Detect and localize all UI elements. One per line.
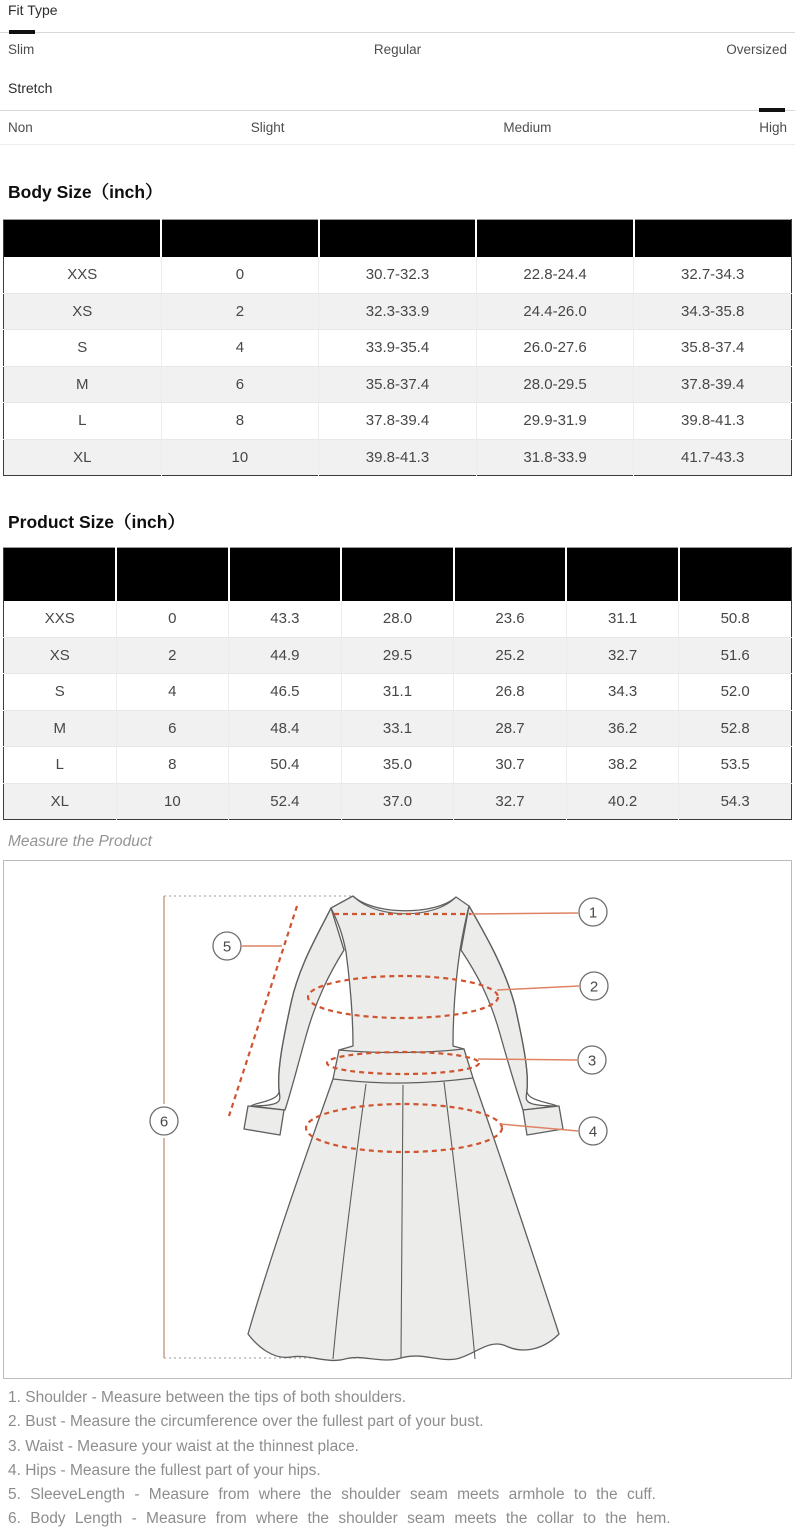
table-cell: 50.4 [229,747,342,784]
table-cell: 22.8-24.4 [476,257,634,294]
measure-note: 5. SleeveLength - Measure from where the shoulder seam meets armhole to the cuff. [8,1486,656,1504]
table-cell: 6 [161,366,319,403]
measure-note: 6. Body Length - Measure from where the shoulder seam meets the collar to the hem. [8,1510,671,1528]
table-cell: XL [50,792,69,810]
table-cell: 26.8 [454,674,567,711]
measure-notes-list [0,1386,795,1532]
table-row [4,403,792,440]
body-size-table [3,219,792,476]
callout-3-number: 3 [587,1052,597,1070]
fit-type-track [0,32,795,33]
callout-6 [150,1107,178,1135]
header-cell [454,548,567,601]
table-cell: 35.8-37.4 [319,366,477,403]
dress-measurement-illustration [3,860,794,1381]
stretch-option-medium: Medium [503,120,552,135]
table-row [4,293,792,330]
table-cell: 0 [161,257,319,294]
dress-body [248,896,559,1360]
table-cell: XXS [4,257,162,294]
table-cell: 0 [116,601,229,638]
table-cell: S [4,674,117,711]
table-cell: 41.7-43.3 [634,439,792,476]
left-cuff [244,1106,284,1135]
table-row [4,366,792,403]
table-cell: 52.4 [229,783,342,820]
table-cell: 51.6 [679,637,792,674]
table-cell: 36.2 [566,710,679,747]
leader-3 [478,1059,577,1060]
stretch-option-non: Non [8,120,33,135]
fit-type-section [0,0,795,145]
measure-note: 4. Hips - Measure the fullest part of your hips. [8,1461,321,1479]
header-cell [161,220,319,257]
table-cell: 40.2 [566,783,679,820]
leader-1 [471,913,578,914]
table-row [4,601,792,638]
divider [0,144,795,145]
table-cell: 4 [161,330,319,367]
callout-3 [578,1046,606,1074]
left-sleeve [251,908,344,1110]
header-cell [229,548,342,601]
callout-4-number: 4 [588,1123,598,1141]
header-cell [634,220,792,257]
table-cell: 43.3 [229,601,342,638]
callout-5 [213,932,241,960]
table-row [4,439,792,476]
callout-6-number: 6 [159,1113,169,1131]
fit-type-label: Fit Type [8,2,58,18]
table-row [4,637,792,674]
stretch-slider [0,108,795,113]
stretch-option-slight: Slight [250,120,285,135]
fit-type-options [0,42,795,57]
table-cell: 25.2 [454,637,567,674]
stretch-track [0,110,795,111]
table-cell: 35.8-37.4 [634,330,792,367]
table-cell: 48.4 [229,710,342,747]
stretch-options [0,120,795,135]
body-size-title: Body Size（inch） [8,182,163,202]
table-cell: 8 [116,747,229,784]
table-cell: 23.6 [454,601,567,638]
table-cell: 30.7-32.3 [319,257,477,294]
table-cell: 37.8-39.4 [319,403,477,440]
table-cell: 26.0-27.6 [476,330,634,367]
table-cell: 38.2 [566,747,679,784]
table-cell: 2 [161,293,319,330]
measure-note: 1. Shoulder - Measure between the tips of both shoulders. [8,1389,407,1406]
table-cell: 44.9 [229,637,342,674]
table-cell: 31.8-33.9 [476,439,634,476]
stretch-thumb [759,108,785,112]
table-cell: 34.3-35.8 [634,293,792,330]
table-cell: 37.8-39.4 [634,366,792,403]
table-cell: 8 [161,403,319,440]
stretch-option-high: High [759,120,787,135]
table-cell: 28.0-29.5 [476,366,634,403]
table-row [4,330,792,367]
body-size-header-row [4,220,792,257]
table-cell: 29.5 [341,637,454,674]
product-size-header-row [4,548,792,601]
fit-type-slider [0,30,795,35]
table-cell: 32.7 [566,637,679,674]
callout-2 [580,972,608,1000]
fit-type-option-regular: Regular [373,42,422,57]
table-cell: 32.7 [454,783,567,820]
table-cell: 35.0 [341,747,454,784]
table-cell: 32.7-34.3 [634,257,792,294]
fit-type-option-oversized: Oversized [726,42,787,57]
table-cell: 54.3 [679,783,792,820]
table-cell: 52.0 [679,674,792,711]
table-cell: 2 [116,637,229,674]
header-cell [116,548,229,601]
table-cell: 28.7 [454,710,567,747]
table-cell: 46.5 [229,674,342,711]
table-cell: 33.1 [341,710,454,747]
fit-type-option-slim: Slim [8,42,35,57]
table-cell: XL [73,448,92,466]
table-cell: 39.8-41.3 [319,439,477,476]
table-cell: 32.3-33.9 [319,293,477,330]
table-row [4,674,792,711]
table-cell: XS [4,293,162,330]
table-cell: 33.9-35.4 [319,330,477,367]
table-cell: M [4,366,162,403]
product-size-title: Product Size（inch） [8,512,185,532]
table-cell: 4 [116,674,229,711]
header-cell [476,220,634,257]
right-cuff [523,1106,563,1135]
header-cell [341,548,454,601]
measure-note: 2. Bust - Measure the circumference over the fullest part of your bust. [8,1413,484,1431]
table-row [4,710,792,747]
table-cell: 50.8 [679,601,792,638]
callout-4 [579,1117,607,1145]
header-cell [679,548,792,601]
callout-2-number: 2 [589,978,599,996]
stretch-label: Stretch [8,80,53,96]
table-cell: 34.3 [566,674,679,711]
fit-type-thumb [9,30,35,34]
table-cell: S [4,330,162,367]
table-cell: M [4,710,117,747]
table-cell: 10 [116,783,229,820]
table-cell: 6 [116,710,229,747]
measurement-diagram [3,860,792,1379]
table-row [4,747,792,784]
table-cell: 29.9-31.9 [476,403,634,440]
table-cell: 39.8-41.3 [634,403,792,440]
header-cell [319,220,477,257]
table-cell: 37.0 [341,783,454,820]
header-cell [4,220,162,257]
callout-1-number: 1 [588,904,598,922]
header-cell [566,548,679,601]
header-cell [4,548,117,601]
table-cell: 31.1 [566,601,679,638]
table-cell: 24.4-26.0 [476,293,634,330]
measure-note: 3. Waist - Measure your waist at the thinnest place. [8,1437,359,1455]
callout-1 [579,898,607,926]
right-sleeve [461,906,557,1110]
table-cell: 28.0 [341,601,454,638]
table-cell: 52.8 [679,710,792,747]
measure-caption: Measure the Product [8,833,152,850]
table-cell: 30.7 [454,747,567,784]
table-row [4,257,792,294]
table-cell: L [4,747,117,784]
callout-5-number: 5 [222,938,232,956]
table-cell: XS [4,637,117,674]
table-cell: L [4,403,162,440]
table-cell: 53.5 [679,747,792,784]
table-cell: 31.1 [341,674,454,711]
table-cell: 10 [161,439,319,476]
table-row [4,783,792,820]
product-size-table [3,547,792,820]
table-cell: XXS [4,601,117,638]
